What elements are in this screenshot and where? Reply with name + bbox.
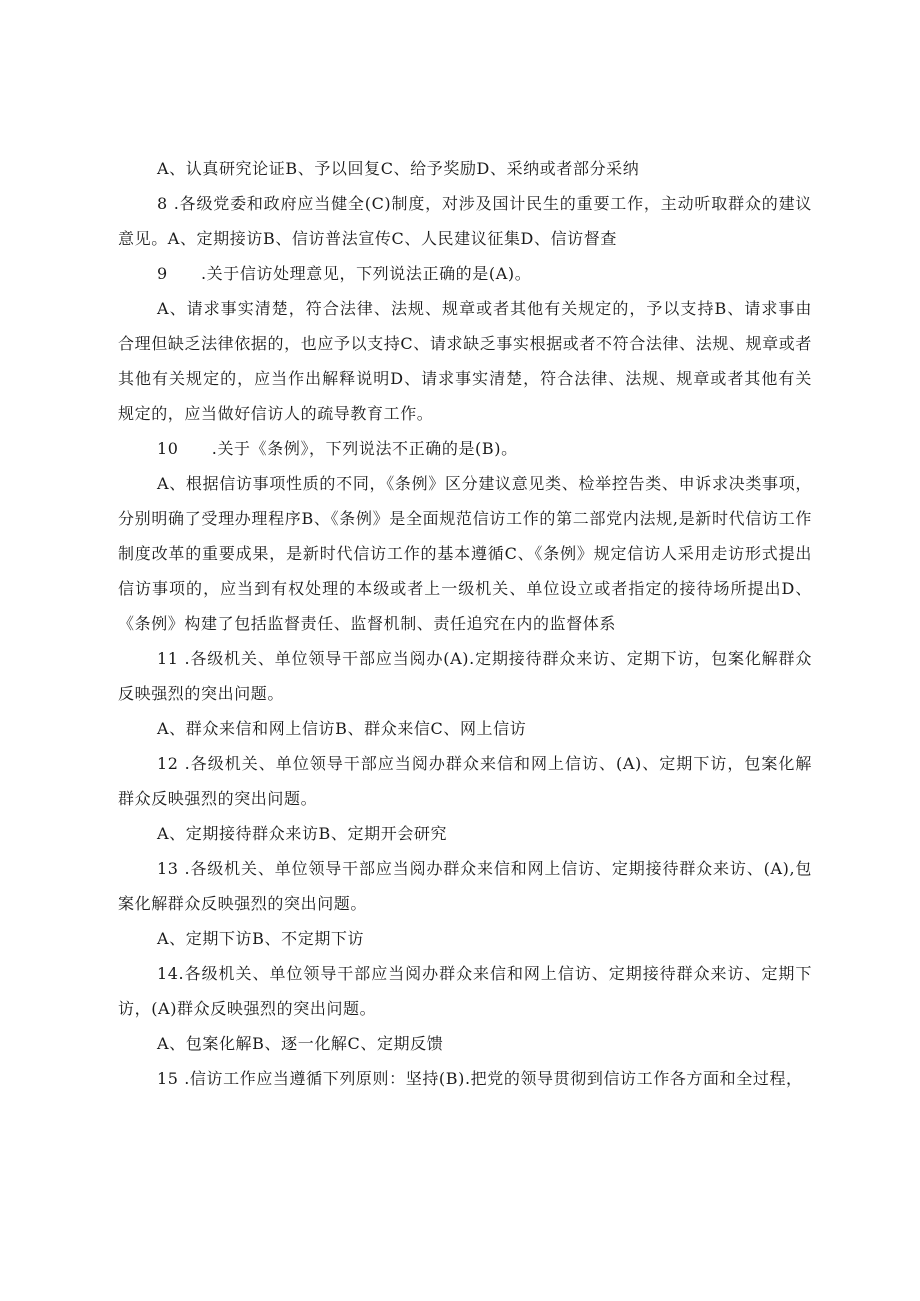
- answer-options-13: A、定期下访B、不定期下访: [157, 929, 365, 948]
- question-11: 11 .各级机关、单位领导干部应当阅办(A).定期接待群众来访、定期下访，包案化解群众反映强烈的突出问题。: [118, 649, 812, 703]
- answer-options-9: A、请求事实清楚，符合法律、法规、规章或者其他有关规定的，予以支持B、请求事由合理但缺乏法律依据的，也应予以支持C、请求缺乏事实根据或者不符合法律、法规、规章或者其他有关规定的，应当作出解释说明D、请求事实清楚，符合法律、法规、规章或者其他有关规定的，应当做好信访人的疏导教育工作。: [118, 299, 812, 423]
- question-13: 13 .各级机关、单位领导干部应当阅办群众来信和网上信访、定期接待群众来访、(A),包案化解群众反映强烈的突出问题。: [118, 859, 812, 913]
- question-15: 15 .信访工作应当遵循下列原则：坚持(B).把党的领导贯彻到信访工作各方面和全过程，: [157, 1069, 803, 1088]
- document-page: [118, 151, 812, 1096]
- answer-options-12: A、定期接待群众来访B、定期开会研究: [157, 824, 448, 843]
- question-9: 9 .关于信访处理意见，下列说法正确的是(A)。: [157, 264, 532, 283]
- question-14: 14.各级机关、单位领导干部应当阅办群众来信和网上信访、定期接待群众来访、定期下访，(A)群众反映强烈的突出问题。: [118, 964, 812, 1018]
- question-10: 10 .关于《条例》，下列说法不正确的是(B)。: [157, 439, 518, 458]
- answer-options-11: A、群众来信和网上信访B、群众来信C、网上信访: [157, 719, 527, 738]
- question-8: 8 .各级党委和政府应当健全(C)制度，对涉及国计民生的重要工作，主动听取群众的建议意见。A、定期接访B、信访普法宣传C、人民建议征集D、信访督查: [118, 194, 812, 248]
- answer-options-7: A、认真研究论证B、予以回复C、给予奖励D、采纳或者部分采纳: [157, 159, 640, 178]
- answer-options-10: A、根据信访事项性质的不同，《条例》区分建议意见类、检举控告类、申诉求决类事项，分别明确了受理办理程序B、《条例》是全面规范信访工作的第二部党内法规,是新时代信访工作制度改革的重要成果，是新时代信访工作的基本遵循C、《条例》规定信访人采用走访形式提出信访事项的，应当到有权处理的本级或者上一级机关、单位设立或者指定的接待场所提出D、《条例》构建了包括监督责任、监督机制、责任追究在内的监督体系: [118, 474, 812, 633]
- answer-options-14: A、包案化解B、逐一化解C、定期反馈: [157, 1034, 444, 1053]
- question-12: 12 .各级机关、单位领导干部应当阅办群众来信和网上信访、(A)、定期下访，包案化解群众反映强烈的突出问题。: [118, 754, 812, 808]
